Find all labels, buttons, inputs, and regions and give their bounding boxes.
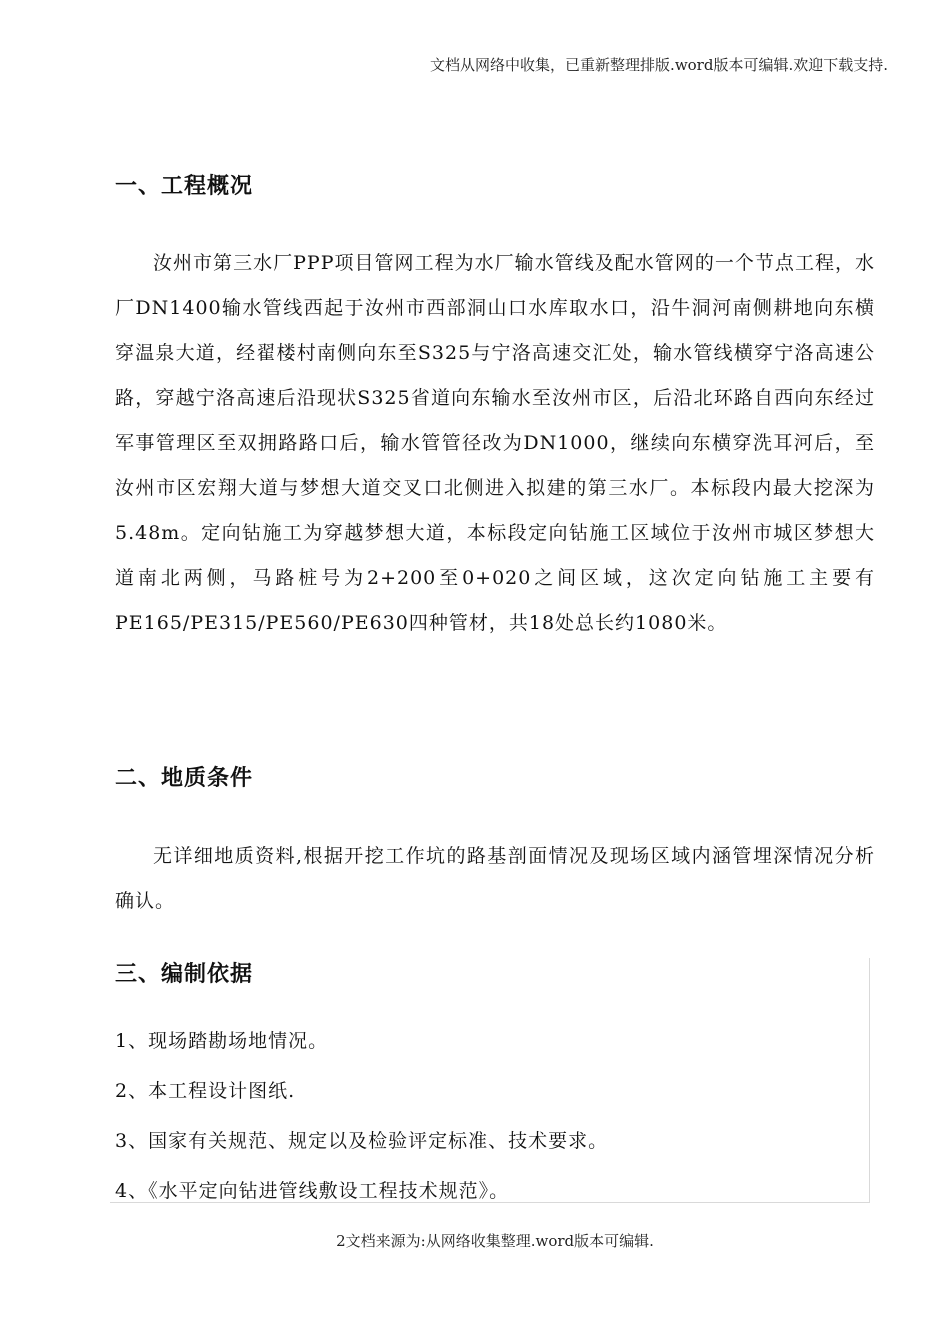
page-footer: 2文档来源为:从网络收集整理.word版本可编辑. [336, 1232, 654, 1250]
list-item: 2、本工程设计图纸. [115, 1080, 296, 1102]
basis-list [115, 1016, 875, 1216]
page-header: 文档从网络中收集，已重新整理排版.word版本可编辑.欢迎下载支持. [430, 56, 888, 74]
section-project-overview [115, 172, 875, 646]
section-title: 二、地质条件 [115, 766, 254, 791]
section-basis [115, 960, 875, 1216]
section-paragraph: 汝州市第三水厂PPP项目管网工程为水厂输水管线及配水管网的一个节点工程，水厂DN1400输水管线西起于汝州市西部洞山口水库取水口，沿牛洞河南侧耕地向东横穿温泉大道，经翟楼村南侧向东至S325与宁洛高速交汇处，输水管线横穿宁洛高速公路，穿越宁洛高速后沿现状S325省道向东输水至汝州市区，后沿北环路自西向东经过军事管理区至双拥路路口后，输水管管径改为DN1000，继续向东横穿洗耳河后，至汝州市区宏翔大道与梦想大道交叉口北侧进入拟建的第三水厂。本标段内最大挖深为5.48m。定向钻施工为穿越梦想大道，本标段定向钻施工区域位于汝州市城区梦想大道南北两侧，马路桩号为2+200至0+020之间区域，这次定向钻施工主要有PE165/PE315/PE560/PE630四种管材，共18处总长约1080米。 [115, 252, 875, 634]
frame-line-bottom [110, 1202, 870, 1203]
list-item: 3、国家有关规范、规定以及检验评定标准、技术要求。 [115, 1130, 609, 1152]
section-paragraph: 无详细地质资料,根据开挖工作坑的路基剖面情况及现场区域内涵管埋深情况分析确认。 [115, 845, 875, 912]
frame-line-right [869, 958, 870, 1203]
list-item: 1、现场踏勘场地情况。 [115, 1030, 329, 1052]
section-title: 一、工程概况 [115, 174, 254, 199]
section-geology [115, 764, 875, 924]
list-item: 4、《水平定向钻进管线敷设工程技术规范》。 [115, 1180, 510, 1202]
section-title: 三、编制依据 [115, 962, 254, 987]
